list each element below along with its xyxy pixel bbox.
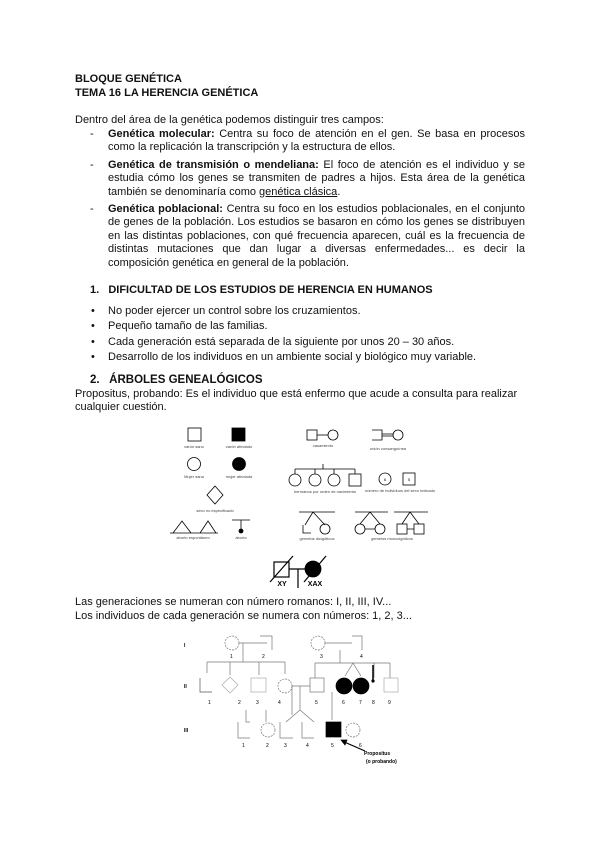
difficulty-list — [90, 305, 525, 367]
individual-number: 6 — [342, 700, 345, 706]
field-item — [90, 203, 525, 270]
individual-number: 2 — [266, 743, 269, 749]
individual-number: 5 — [331, 743, 334, 749]
list-item: • Cada generación está separada de la siguiente por unos 20 – 30 años. — [90, 336, 525, 349]
female-affected-symbol — [233, 458, 246, 471]
field-text: El foco de atención es el individuo y se estudia cómo los genes se transmiten de padres a hijos. Esta área de la genética también se denominaría como — [108, 158, 525, 198]
individual-number: 2 — [262, 654, 265, 660]
topic-title: TEMA 16 LA HERENCIA GENÉTICA — [75, 87, 259, 99]
individual-number: 4 — [306, 743, 309, 749]
field-term: Genética de transmisión o mendeliana: — [108, 158, 319, 171]
individual-number: 4 — [278, 700, 281, 706]
individual-number: 2 — [238, 700, 241, 706]
block-title: BLOQUE GENÉTICA — [75, 73, 182, 85]
label: varón sano — [184, 444, 204, 449]
genotype-label: XAX — [307, 581, 323, 588]
number-in-square: 5 — [407, 477, 411, 482]
list-item: • Desarrollo de los individuos en un ambiente social y biológico muy variable. — [90, 351, 525, 364]
field-link[interactable]: genética clásica — [259, 185, 338, 198]
field-text: Centra su foco de atención en el gen. Se basa en procesos como la replicación la transcripción y la estructura de ellos. — [108, 128, 525, 154]
monozygotic-twins-symbol — [414, 524, 424, 534]
period: . — [337, 185, 341, 198]
triangle-symbols — [170, 521, 218, 533]
abortion-symbol — [239, 529, 243, 533]
number-in-circle: 6 — [383, 477, 387, 482]
individual-number: 3 — [320, 654, 323, 660]
consanguineous-symbol — [393, 430, 403, 440]
label: gemelos monocigóticos — [371, 536, 413, 541]
section1-title: 1. DIFICULTAD DE LOS ESTUDIOS DE HERENCIA EN HUMANOS — [90, 284, 433, 296]
label: gemelos dicigóticos — [299, 536, 335, 541]
female-symbol — [188, 458, 201, 471]
individual-number: 3 — [256, 700, 259, 706]
probando-label: (o probando) — [366, 759, 397, 765]
label: casamiento — [312, 443, 334, 448]
unknown-sex-symbol — [207, 486, 223, 504]
individual-number: 9 — [388, 700, 391, 706]
label: varón afectado — [225, 444, 253, 449]
generation-label: II — [184, 684, 187, 690]
siblings-symbol — [349, 474, 361, 486]
label: aborto — [235, 535, 247, 540]
list-item: • Pequeño tamaño de las familias. — [90, 320, 525, 333]
pedigree-chart — [160, 630, 440, 770]
genotype-label: XY — [277, 581, 287, 588]
male-symbol — [188, 428, 201, 441]
label: sexo no especificado — [196, 508, 234, 513]
section2-title: 2. ÁRBOLES GENEALÓGICOS — [90, 374, 263, 386]
field-term: Genética poblacional: — [108, 203, 223, 216]
individual-number: 5 — [315, 700, 318, 706]
individual-number: 1 — [208, 700, 211, 706]
individual-number: 4 — [360, 654, 363, 660]
intro-text: Dentro del área de la genética podemos distinguir tres campos: — [75, 114, 384, 126]
field-text: Centra su foco en los estudios poblacionales, en el conjunto de genes de la población. Los estudios se basaron en cómo los genes se distribuyen en las distintas poblaciones, con qué frecuencia aparecen, cuál es la frecuencia de distintas mutaciones que dan lugar a diversas enfermedades... es decir la composición genética en general de la población. — [108, 203, 525, 269]
field-item — [90, 159, 525, 199]
pedigree-symbols-figure — [160, 420, 460, 590]
individual-number: 1 — [242, 743, 245, 749]
dizygotic-twins-symbol — [320, 524, 330, 534]
individuals-text: Los individuos de cada generación se numera con números: 1, 2, 3... — [75, 610, 412, 622]
field-item — [90, 128, 525, 155]
marriage-symbol — [328, 430, 338, 440]
generations-text: Las generaciones se numeran con número romanos: I, II, III, IV... — [75, 596, 392, 608]
individual-number: 6 — [359, 743, 362, 749]
fields-list — [90, 128, 525, 274]
individual-number: 7 — [359, 700, 362, 706]
label: mujer afectada — [225, 474, 253, 479]
generation-label: III — [184, 728, 189, 734]
individual-number: 1 — [230, 654, 233, 660]
male-affected-symbol — [232, 428, 245, 441]
label: número de individuos del sexo indicado — [364, 488, 436, 493]
label: hermanos por orden de nacimiento — [293, 489, 357, 494]
label: Mujer sana — [184, 474, 204, 479]
label: aborto espontáneo — [176, 535, 210, 540]
propositus-label: Propositus — [364, 751, 391, 757]
list-item: • No poder ejercer un control sobre los cruzamientos. — [90, 305, 525, 318]
label: unión consanguínea — [369, 446, 407, 451]
individual-number: 3 — [284, 743, 287, 749]
section2-text: Propositus, probando: Es el individuo que está enfermo que acude a consulta para realizar cualquier cuestión. — [75, 388, 518, 414]
field-term: Genética molecular: — [108, 128, 215, 140]
individual-number: 8 — [372, 700, 375, 706]
generation-label: I — [184, 643, 186, 649]
